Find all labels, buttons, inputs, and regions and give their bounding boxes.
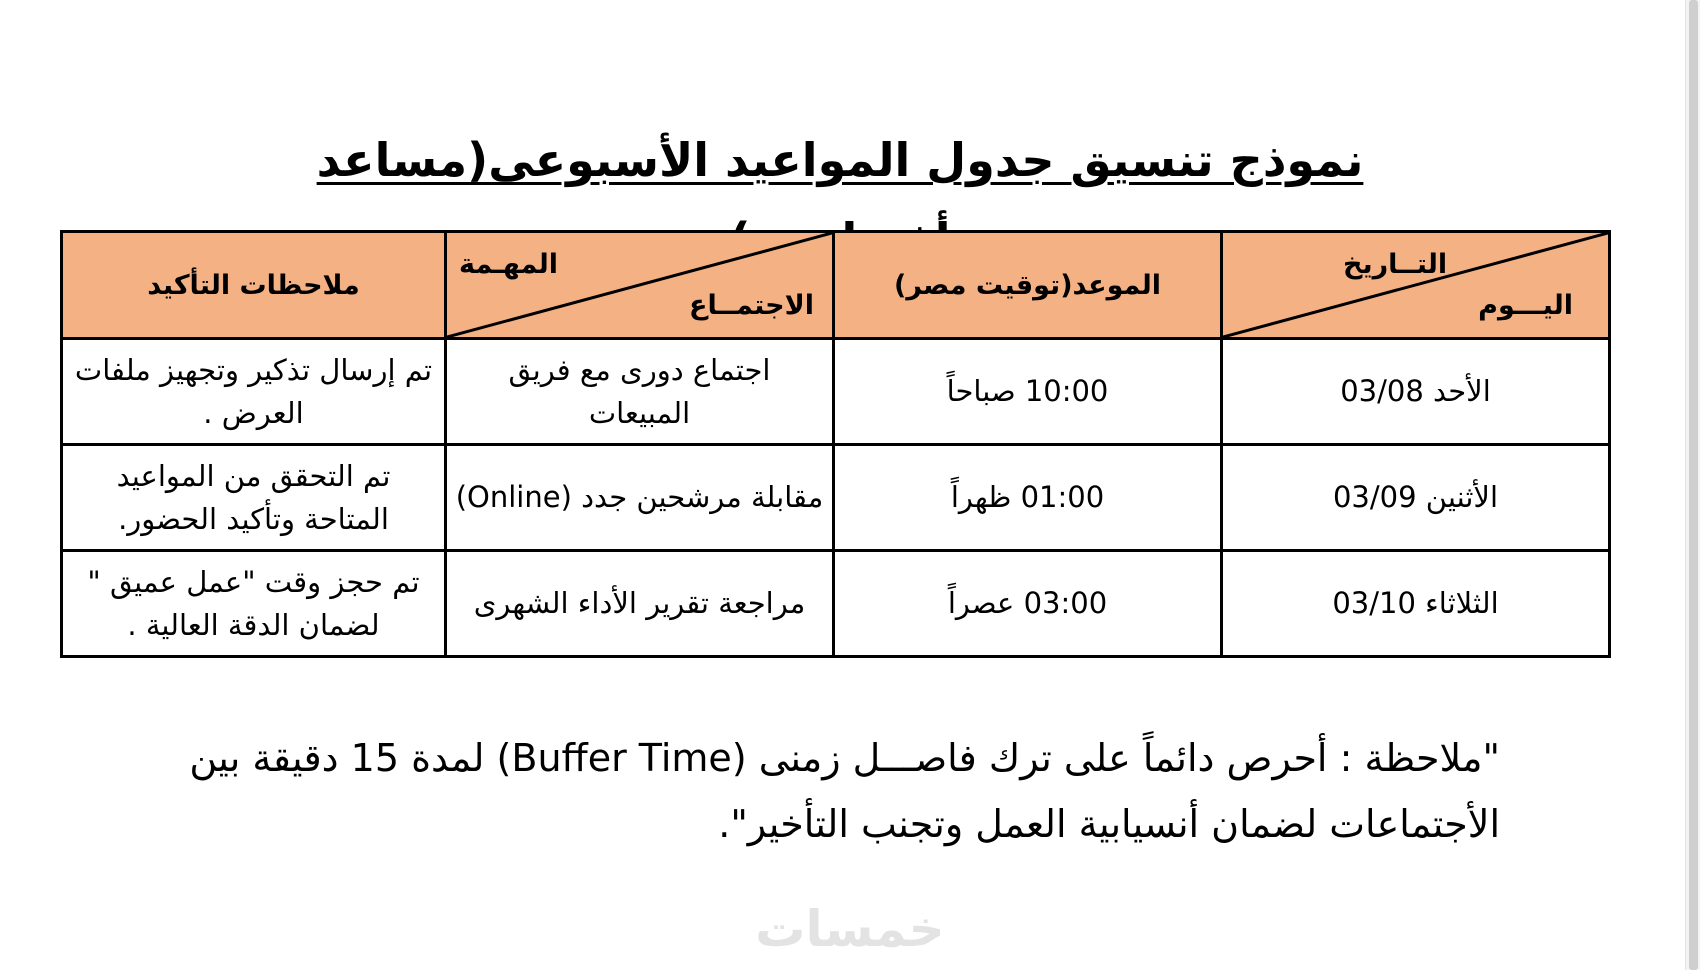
buffer-time-note: "ملاحظة : أحرص دائماً على ترك فاصـــل زمنى (Buffer Time) لمدة 15 دقيقة بين الأجتماعات لضمان أنسيابية العمل وتجنب التأخير". [189,736,1500,846]
scrollbar-thumb[interactable] [1689,0,1698,970]
table-row [62,551,1610,657]
cell-time: 01:00 ظهراً [834,445,1222,551]
header-day-label: اليـــوم [1478,290,1573,321]
cell-notes: تم حجز وقت "عمل عميق " لضمان الدقة العالية . [62,551,446,657]
header-date-label: التــاريخ [1343,249,1448,280]
cell-day: الثلاثاء 03/10 [1222,551,1610,657]
table-row [62,445,1610,551]
cell-time: 03:00 عصراً [834,551,1222,657]
cell-day: الأحد 03/08 [1222,339,1610,445]
header-meeting-label: الاجتمــاع [689,290,814,321]
header-time [834,232,1222,339]
cell-notes: تم التحقق من المواعيد المتاحة وتأكيد الحضور. [62,445,446,551]
schedule-table [60,230,1611,658]
header-time-label: الموعد(توقيت مصر) [893,269,1161,301]
cell-task: مقابلة مرشحين جدد (Online) [446,445,834,551]
cell-notes: تم إرسال تذكير وتجهيز ملفات العرض . [62,339,446,445]
watermark-logo: خمسات [755,900,945,958]
cell-day: الأثنين 03/09 [1222,445,1610,551]
header-notes-label: ملاحظات التأكيد [147,269,360,301]
table-header-row [62,232,1610,339]
vertical-scrollbar[interactable] [1685,0,1700,970]
header-task-meeting [446,232,834,339]
header-day-date [1222,232,1610,339]
title-text: نموذج تنسيق جدول المواعيد الأسبوعى(مساعد [316,133,1364,187]
table-row [62,339,1610,445]
cell-task: اجتماع دورى مع فريق المبيعات [446,339,834,445]
cell-task: مراجعة تقرير الأداء الشهرى [446,551,834,657]
header-task-label: المهـمة [459,249,559,280]
header-notes [62,232,446,339]
cell-time: 10:00 صباحاً [834,339,1222,445]
